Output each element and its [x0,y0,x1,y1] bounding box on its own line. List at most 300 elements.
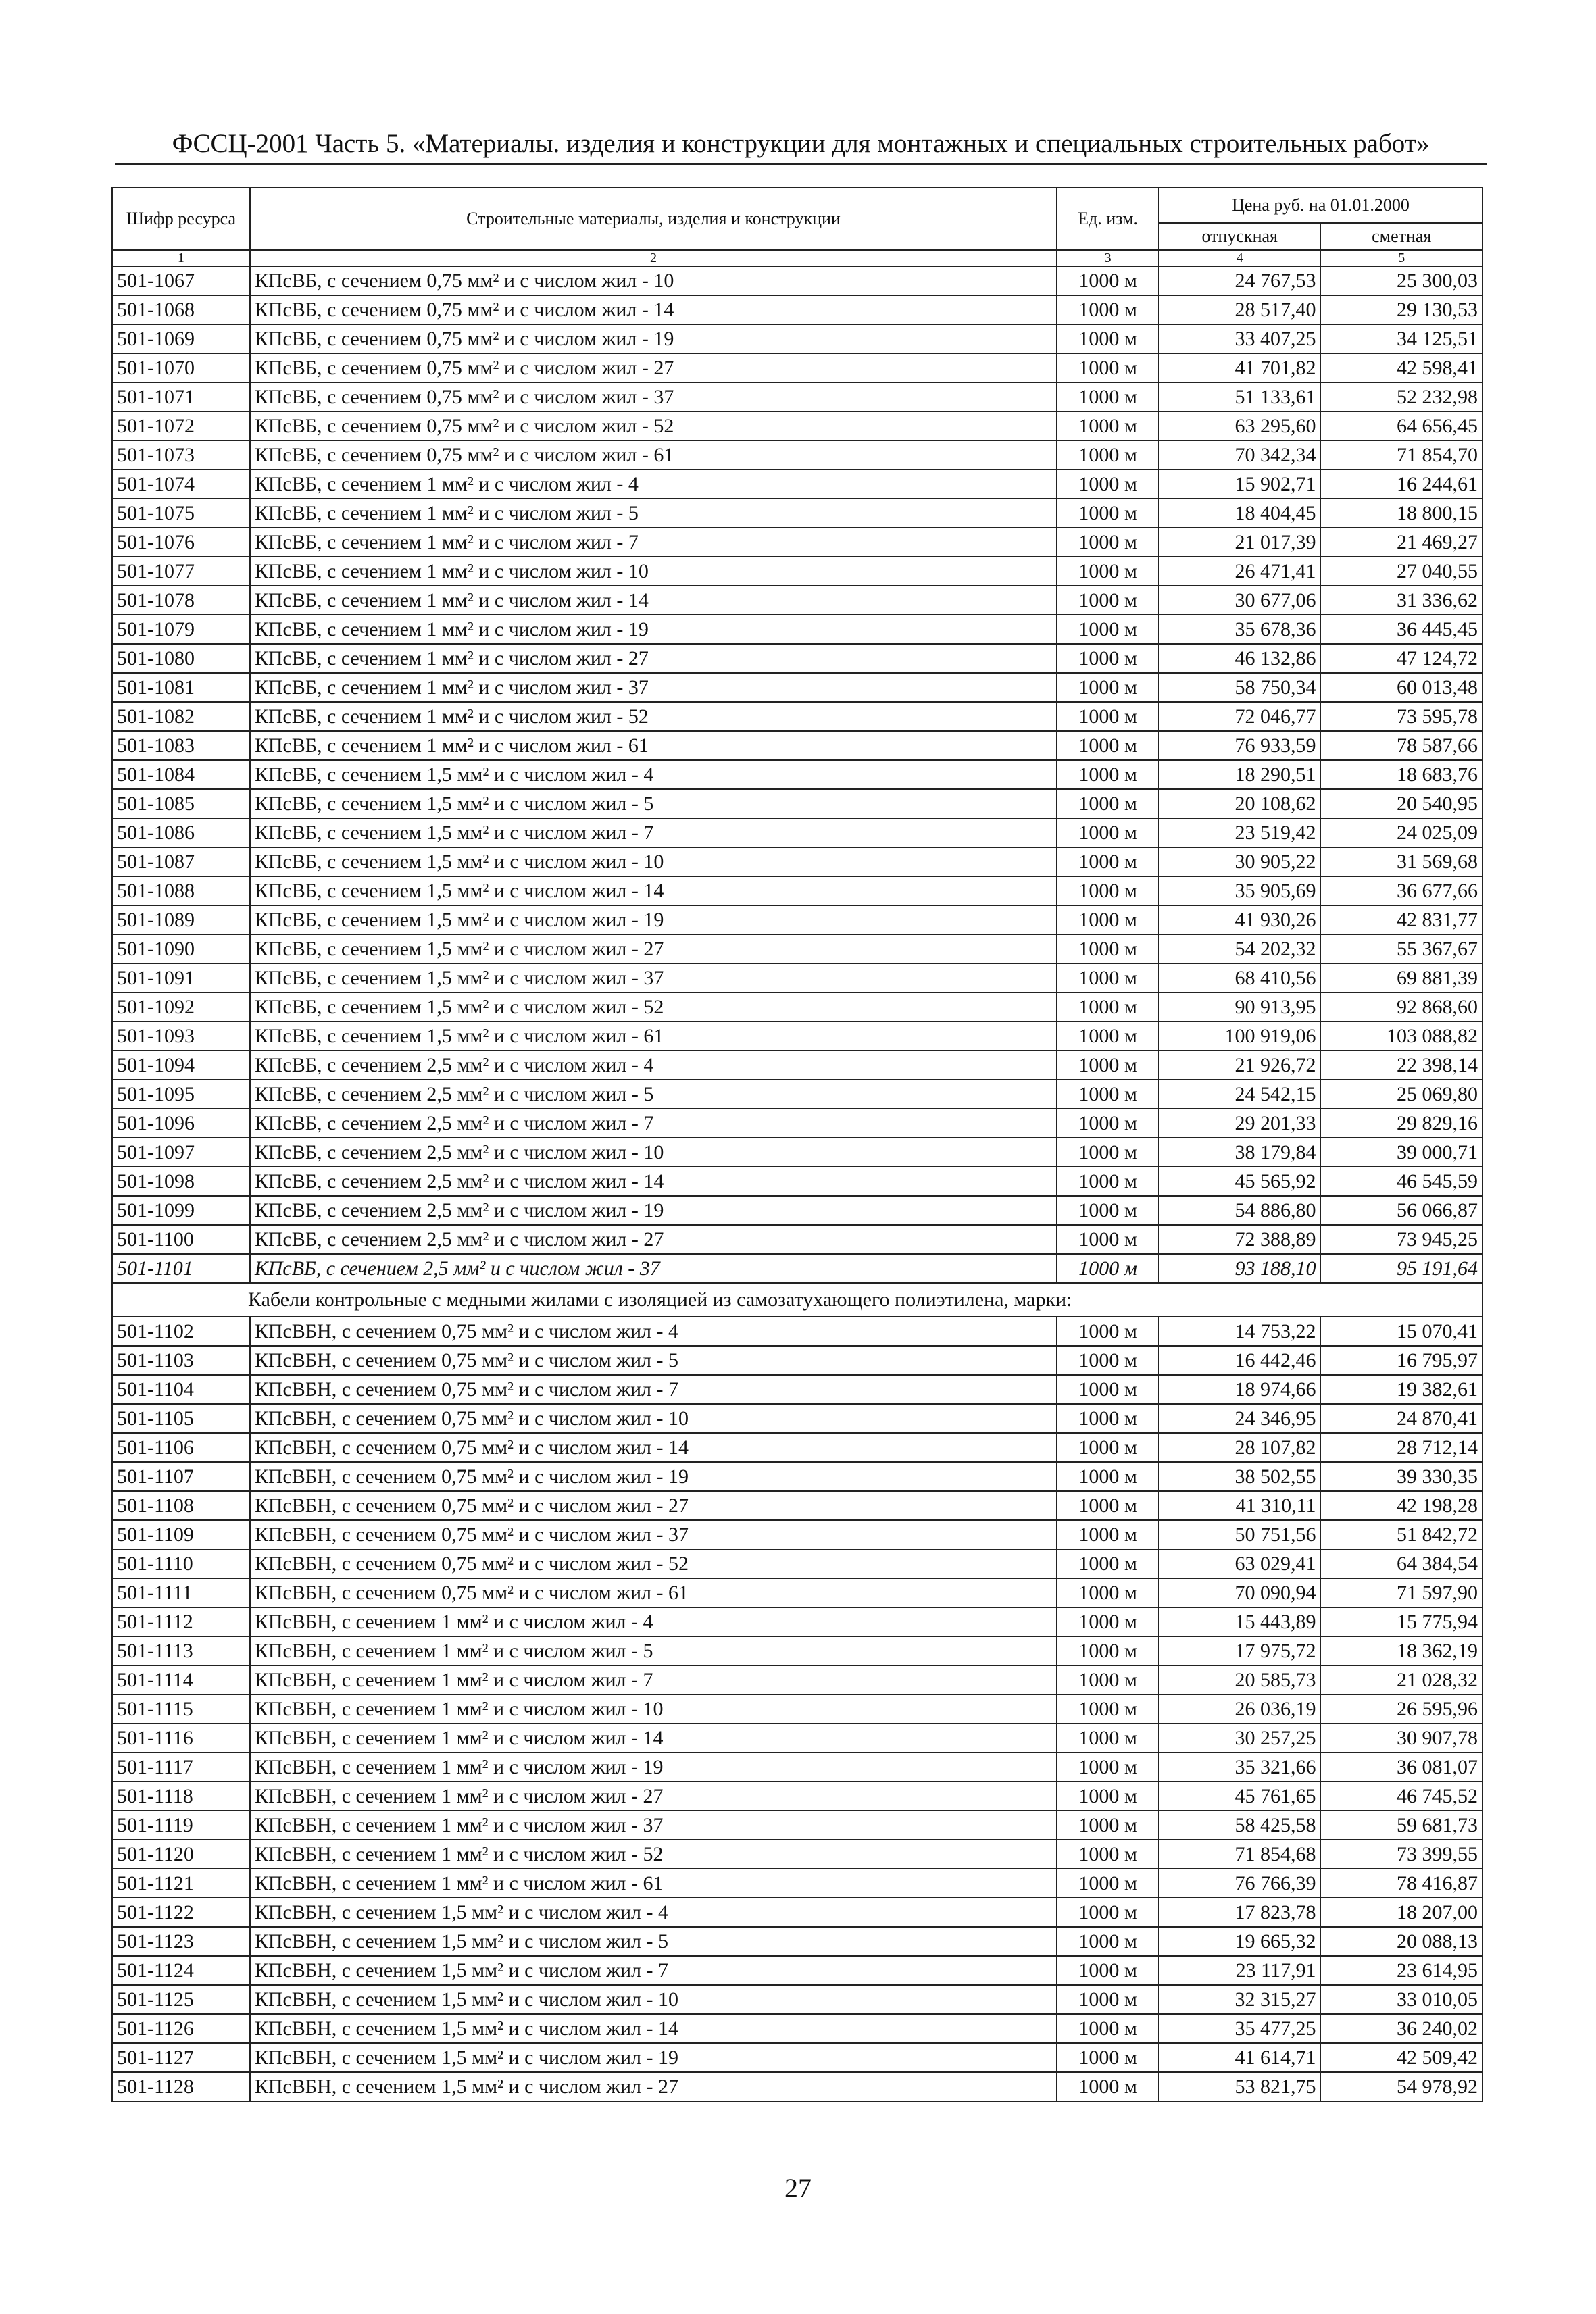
material-name-cell: КПсВБ, с сечением 1 мм² и с числом жил - 61 [250,731,1057,760]
table-row [112,1254,1482,1283]
estimate-price-cell: 20 088,13 [1320,1927,1482,1956]
table-row [112,1109,1482,1138]
release-price-cell: 28 107,82 [1159,1433,1320,1462]
table-row [112,1138,1482,1167]
material-name-cell: КПсВБ, с сечением 1 мм² и с числом жил - 7 [250,528,1057,557]
estimate-price-cell: 31 336,62 [1320,586,1482,615]
material-name-cell: КПсВБН, с сечением 1 мм² и с числом жил - 61 [250,1869,1057,1898]
column-number: 1 [112,250,250,266]
estimate-price-cell: 33 010,05 [1320,1985,1482,2014]
resource-code-cell: 501-1109 [112,1520,250,1549]
material-name-cell: КПсВБН, с сечением 0,75 мм² и с числом жил - 7 [250,1375,1057,1404]
estimate-price-cell: 54 978,92 [1320,2072,1482,2101]
estimate-price-cell: 21 028,32 [1320,1665,1482,1694]
table-row [112,1051,1482,1080]
table-row [112,1317,1482,1346]
unit-cell: 1000 м [1057,934,1159,963]
release-price-cell: 24 346,95 [1159,1404,1320,1433]
resource-code-cell: 501-1082 [112,702,250,731]
unit-cell: 1000 м [1057,1869,1159,1898]
release-price-cell: 72 046,77 [1159,702,1320,731]
unit-cell: 1000 м [1057,1549,1159,1578]
release-price-cell: 14 753,22 [1159,1317,1320,1346]
table-row [112,1898,1482,1927]
material-name-cell: КПсВБ, с сечением 2,5 мм² и с числом жил - 37 [250,1254,1057,1283]
resource-code-cell: 501-1080 [112,644,250,673]
material-name-cell: КПсВБ, с сечением 1,5 мм² и с числом жил - 52 [250,992,1057,1022]
table-body-kpsvbn [112,1317,1482,2101]
unit-cell: 1000 м [1057,1375,1159,1404]
release-price-cell: 29 201,33 [1159,1109,1320,1138]
table-row [112,1462,1482,1491]
table-row [112,1080,1482,1109]
estimate-price-cell: 103 088,82 [1320,1022,1482,1051]
unit-cell: 1000 м [1057,615,1159,644]
estimate-price-cell: 18 362,19 [1320,1636,1482,1665]
material-name-cell: КПсВБН, с сечением 1,5 мм² и с числом жил - 5 [250,1927,1057,1956]
table-row [112,1985,1482,2014]
release-price-cell: 23 117,91 [1159,1956,1320,1985]
material-name-cell: КПсВБ, с сечением 1,5 мм² и с числом жил - 37 [250,963,1057,992]
document-header: ФССЦ-2001 Часть 5. «Материалы. изделия и конструкции для монтажных и специальных строительных работ» [115,128,1487,165]
unit-cell: 1000 м [1057,1811,1159,1840]
unit-cell: 1000 м [1057,266,1159,295]
unit-cell: 1000 м [1057,353,1159,382]
table-row [112,499,1482,528]
estimate-price-cell: 26 595,96 [1320,1694,1482,1724]
resource-code-cell: 501-1118 [112,1782,250,1811]
estimate-price-cell: 31 569,68 [1320,847,1482,876]
unit-cell: 1000 м [1057,1578,1159,1607]
unit-cell: 1000 м [1057,1985,1159,2014]
release-price-cell: 100 919,06 [1159,1022,1320,1051]
estimate-price-cell: 42 598,41 [1320,353,1482,382]
resource-code-cell: 501-1072 [112,411,250,441]
material-name-cell: КПсВБН, с сечением 0,75 мм² и с числом жил - 52 [250,1549,1057,1578]
estimate-price-cell: 16 244,61 [1320,470,1482,499]
release-price-cell: 20 585,73 [1159,1665,1320,1694]
page-number: 27 [784,2173,812,2203]
resource-code-cell: 501-1098 [112,1167,250,1196]
estimate-price-cell: 22 398,14 [1320,1051,1482,1080]
unit-cell: 1000 м [1057,470,1159,499]
material-name-cell: КПсВБН, с сечением 0,75 мм² и с числом жил - 5 [250,1346,1057,1375]
estimate-price-cell: 15 775,94 [1320,1607,1482,1636]
release-price-cell: 46 132,86 [1159,644,1320,673]
column-number: 5 [1320,250,1482,266]
release-price-cell: 26 471,41 [1159,557,1320,586]
estimate-price-cell: 23 614,95 [1320,1956,1482,1985]
unit-cell: 1000 м [1057,295,1159,324]
material-name-cell: КПсВБ, с сечением 0,75 мм² и с числом жил - 27 [250,353,1057,382]
estimate-price-cell: 18 683,76 [1320,760,1482,789]
unit-cell: 1000 м [1057,1636,1159,1665]
resource-code-cell: 501-1083 [112,731,250,760]
estimate-price-cell: 24 870,41 [1320,1404,1482,1433]
release-price-cell: 41 310,11 [1159,1491,1320,1520]
table-body-kpsvb [112,266,1482,1283]
table-row [112,1607,1482,1636]
release-price-cell: 35 905,69 [1159,876,1320,905]
estimate-price-cell: 47 124,72 [1320,644,1482,673]
release-price-cell: 30 677,06 [1159,586,1320,615]
column-header-code: Шифр ресурса [112,188,250,250]
table-row [112,1636,1482,1665]
unit-cell: 1000 м [1057,644,1159,673]
material-name-cell: КПсВБ, с сечением 2,5 мм² и с числом жил - 7 [250,1109,1057,1138]
table-row [112,644,1482,673]
unit-cell: 1000 м [1057,2043,1159,2072]
estimate-price-cell: 71 854,70 [1320,441,1482,470]
resource-code-cell: 501-1076 [112,528,250,557]
release-price-cell: 21 017,39 [1159,528,1320,557]
table-row [112,324,1482,353]
unit-cell: 1000 м [1057,1694,1159,1724]
table-row [112,1167,1482,1196]
unit-cell: 1000 м [1057,586,1159,615]
material-name-cell: КПсВБ, с сечением 1 мм² и с числом жил - 5 [250,499,1057,528]
table-row [112,266,1482,295]
material-name-cell: КПсВБН, с сечением 1 мм² и с числом жил - 37 [250,1811,1057,1840]
column-number: 4 [1159,250,1320,266]
material-name-cell: КПсВБ, с сечением 0,75 мм² и с числом жил - 52 [250,411,1057,441]
release-price-cell: 26 036,19 [1159,1694,1320,1724]
material-name-cell: КПсВБН, с сечением 1 мм² и с числом жил - 14 [250,1724,1057,1753]
unit-cell: 1000 м [1057,411,1159,441]
unit-cell: 1000 м [1057,1346,1159,1375]
estimate-price-cell: 42 831,77 [1320,905,1482,934]
table-row [112,702,1482,731]
unit-cell: 1000 м [1057,1051,1159,1080]
release-price-cell: 76 766,39 [1159,1869,1320,1898]
unit-cell: 1000 м [1057,1022,1159,1051]
table-row [112,615,1482,644]
resource-code-cell: 501-1069 [112,324,250,353]
release-price-cell: 63 029,41 [1159,1549,1320,1578]
table-row [112,2014,1482,2043]
estimate-price-cell: 24 025,09 [1320,818,1482,847]
estimate-price-cell: 34 125,51 [1320,324,1482,353]
release-price-cell: 35 477,25 [1159,2014,1320,2043]
estimate-price-cell: 52 232,98 [1320,382,1482,411]
release-price-cell: 33 407,25 [1159,324,1320,353]
material-name-cell: КПсВБ, с сечением 0,75 мм² и с числом жил - 10 [250,266,1057,295]
material-name-cell: КПсВБ, с сечением 1 мм² и с числом жил - 19 [250,615,1057,644]
unit-cell: 1000 м [1057,1607,1159,1636]
estimate-price-cell: 18 800,15 [1320,499,1482,528]
release-price-cell: 45 565,92 [1159,1167,1320,1196]
unit-cell: 1000 м [1057,760,1159,789]
release-price-cell: 24 767,53 [1159,266,1320,295]
estimate-price-cell: 28 712,14 [1320,1433,1482,1462]
column-header-release-price: отпускная [1159,223,1320,250]
unit-cell: 1000 м [1057,1956,1159,1985]
resource-code-cell: 501-1078 [112,586,250,615]
resource-code-cell: 501-1095 [112,1080,250,1109]
material-name-cell: КПсВБН, с сечением 1 мм² и с числом жил - 10 [250,1694,1057,1724]
resource-code-cell: 501-1107 [112,1462,250,1491]
table-row [112,1956,1482,1985]
resource-code-cell: 501-1125 [112,1985,250,2014]
material-name-cell: КПсВБН, с сечением 0,75 мм² и с числом жил - 27 [250,1491,1057,1520]
table-row [112,382,1482,411]
unit-cell: 1000 м [1057,2014,1159,2043]
unit-cell: 1000 м [1057,702,1159,731]
material-name-cell: КПсВБ, с сечением 0,75 мм² и с числом жил - 37 [250,382,1057,411]
table-row [112,1811,1482,1840]
estimate-price-cell: 59 681,73 [1320,1811,1482,1840]
unit-cell: 1000 м [1057,382,1159,411]
resource-code-cell: 501-1097 [112,1138,250,1167]
estimate-price-cell: 29 130,53 [1320,295,1482,324]
table-row [112,789,1482,818]
material-name-cell: КПсВБ, с сечением 0,75 мм² и с числом жил - 14 [250,295,1057,324]
unit-cell: 1000 м [1057,528,1159,557]
estimate-price-cell: 46 745,52 [1320,1782,1482,1811]
unit-cell: 1000 м [1057,1491,1159,1520]
estimate-price-cell: 15 070,41 [1320,1317,1482,1346]
resource-code-cell: 501-1074 [112,470,250,499]
table-row [112,1022,1482,1051]
column-numbers-row [112,250,1482,266]
table-row [112,1578,1482,1607]
release-price-cell: 54 886,80 [1159,1196,1320,1225]
estimate-price-cell: 95 191,64 [1320,1254,1482,1283]
estimate-price-cell: 42 509,42 [1320,2043,1482,2072]
material-name-cell: КПсВБ, с сечением 1,5 мм² и с числом жил - 4 [250,760,1057,789]
estimate-price-cell: 92 868,60 [1320,992,1482,1022]
resource-code-cell: 501-1100 [112,1225,250,1254]
table-row [112,992,1482,1022]
resource-code-cell: 501-1090 [112,934,250,963]
release-price-cell: 72 388,89 [1159,1225,1320,1254]
estimate-price-cell: 18 207,00 [1320,1898,1482,1927]
table-row [112,1520,1482,1549]
table-row [112,760,1482,789]
material-name-cell: КПсВБ, с сечением 1,5 мм² и с числом жил - 61 [250,1022,1057,1051]
table-row [112,876,1482,905]
material-name-cell: КПсВБ, с сечением 1 мм² и с числом жил - 37 [250,673,1057,702]
release-price-cell: 41 614,71 [1159,2043,1320,2072]
release-price-cell: 32 315,27 [1159,1985,1320,2014]
resource-code-cell: 501-1087 [112,847,250,876]
unit-cell: 1000 м [1057,1196,1159,1225]
material-name-cell: КПсВБН, с сечением 1 мм² и с числом жил - 52 [250,1840,1057,1869]
unit-cell: 1000 м [1057,1520,1159,1549]
estimate-price-cell: 16 795,97 [1320,1346,1482,1375]
estimate-price-cell: 21 469,27 [1320,528,1482,557]
resource-code-cell: 501-1084 [112,760,250,789]
resource-code-cell: 501-1114 [112,1665,250,1694]
material-name-cell: КПсВБН, с сечением 1,5 мм² и с числом жил - 4 [250,1898,1057,1927]
release-price-cell: 51 133,61 [1159,382,1320,411]
table-row [112,1375,1482,1404]
estimate-price-cell: 19 382,61 [1320,1375,1482,1404]
unit-cell: 1000 м [1057,1109,1159,1138]
material-name-cell: КПсВБН, с сечением 0,75 мм² и с числом жил - 37 [250,1520,1057,1549]
unit-cell: 1000 м [1057,673,1159,702]
release-price-cell: 63 295,60 [1159,411,1320,441]
release-price-cell: 90 913,95 [1159,992,1320,1022]
unit-cell: 1000 м [1057,499,1159,528]
unit-cell: 1000 м [1057,1433,1159,1462]
table-row [112,673,1482,702]
resource-code-cell: 501-1127 [112,2043,250,2072]
material-name-cell: КПсВБ, с сечением 1,5 мм² и с числом жил - 10 [250,847,1057,876]
release-price-cell: 41 930,26 [1159,905,1320,934]
resource-code-cell: 501-1116 [112,1724,250,1753]
resource-code-cell: 501-1117 [112,1753,250,1782]
resource-code-cell: 501-1103 [112,1346,250,1375]
resource-code-cell: 501-1124 [112,1956,250,1985]
estimate-price-cell: 73 399,55 [1320,1840,1482,1869]
estimate-price-cell: 78 416,87 [1320,1869,1482,1898]
unit-cell: 1000 м [1057,557,1159,586]
resource-code-cell: 501-1071 [112,382,250,411]
estimate-price-cell: 39 330,35 [1320,1462,1482,1491]
price-table [111,187,1483,2102]
material-name-cell: КПсВБ, с сечением 1 мм² и с числом жил - 52 [250,702,1057,731]
estimate-price-cell: 29 829,16 [1320,1109,1482,1138]
unit-cell: 1000 м [1057,905,1159,934]
resource-code-cell: 501-1089 [112,905,250,934]
estimate-price-cell: 55 367,67 [1320,934,1482,963]
table-row [112,411,1482,441]
material-name-cell: КПсВБ, с сечением 1,5 мм² и с числом жил - 19 [250,905,1057,934]
estimate-price-cell: 51 842,72 [1320,1520,1482,1549]
resource-code-cell: 501-1121 [112,1869,250,1898]
material-name-cell: КПсВБ, с сечением 1 мм² и с числом жил - 27 [250,644,1057,673]
unit-cell: 1000 м [1057,2072,1159,2101]
resource-code-cell: 501-1123 [112,1927,250,1956]
release-price-cell: 18 290,51 [1159,760,1320,789]
table-row [112,1840,1482,1869]
release-price-cell: 58 425,58 [1159,1811,1320,1840]
unit-cell: 1000 м [1057,1665,1159,1694]
material-name-cell: КПсВБ, с сечением 2,5 мм² и с числом жил - 19 [250,1196,1057,1225]
release-price-cell: 93 188,10 [1159,1254,1320,1283]
resource-code-cell: 501-1075 [112,499,250,528]
resource-code-cell: 501-1068 [112,295,250,324]
release-price-cell: 35 678,36 [1159,615,1320,644]
column-header-estimate-price: сметная [1320,223,1482,250]
table-row [112,586,1482,615]
material-name-cell: КПсВБ, с сечением 1,5 мм² и с числом жил - 14 [250,876,1057,905]
unit-cell: 1000 м [1057,1462,1159,1491]
table-row [112,1225,1482,1254]
resource-code-cell: 501-1106 [112,1433,250,1462]
estimate-price-cell: 69 881,39 [1320,963,1482,992]
resource-code-cell: 501-1092 [112,992,250,1022]
material-name-cell: КПсВБН, с сечением 1 мм² и с числом жил - 4 [250,1607,1057,1636]
release-price-cell: 53 821,75 [1159,2072,1320,2101]
resource-code-cell: 501-1070 [112,353,250,382]
release-price-cell: 18 404,45 [1159,499,1320,528]
material-name-cell: КПсВБН, с сечением 1,5 мм² и с числом жил - 10 [250,1985,1057,2014]
release-price-cell: 20 108,62 [1159,789,1320,818]
resource-code-cell: 501-1102 [112,1317,250,1346]
resource-code-cell: 501-1093 [112,1022,250,1051]
estimate-price-cell: 25 300,03 [1320,266,1482,295]
release-price-cell: 58 750,34 [1159,673,1320,702]
resource-code-cell: 501-1073 [112,441,250,470]
table-row [112,1927,1482,1956]
release-price-cell: 50 751,56 [1159,1520,1320,1549]
release-price-cell: 30 257,25 [1159,1724,1320,1753]
table-row [112,847,1482,876]
material-name-cell: КПсВБН, с сечением 1 мм² и с числом жил - 27 [250,1782,1057,1811]
material-name-cell: КПсВБН, с сечением 0,75 мм² и с числом жил - 10 [250,1404,1057,1433]
resource-code-cell: 501-1111 [112,1578,250,1607]
unit-cell: 1000 м [1057,1898,1159,1927]
resource-code-cell: 501-1128 [112,2072,250,2101]
resource-code-cell: 501-1088 [112,876,250,905]
material-name-cell: КПсВБН, с сечением 1 мм² и с числом жил - 19 [250,1753,1057,1782]
release-price-cell: 23 519,42 [1159,818,1320,847]
material-name-cell: КПсВБ, с сечением 1 мм² и с числом жил - 14 [250,586,1057,615]
material-name-cell: КПсВБН, с сечением 1,5 мм² и с числом жил - 19 [250,2043,1057,2072]
table-row [112,295,1482,324]
release-price-cell: 16 442,46 [1159,1346,1320,1375]
material-name-cell: КПсВБ, с сечением 2,5 мм² и с числом жил - 4 [250,1051,1057,1080]
column-header-unit: Ед. изм. [1057,188,1159,250]
resource-code-cell: 501-1108 [112,1491,250,1520]
unit-cell: 1000 м [1057,789,1159,818]
table-row [112,1346,1482,1375]
material-name-cell: КПсВБН, с сечением 0,75 мм² и с числом жил - 4 [250,1317,1057,1346]
resource-code-cell: 501-1079 [112,615,250,644]
material-name-cell: КПсВБ, с сечением 1,5 мм² и с числом жил - 27 [250,934,1057,963]
estimate-price-cell: 60 013,48 [1320,673,1482,702]
release-price-cell: 38 502,55 [1159,1462,1320,1491]
material-name-cell: КПсВБН, с сечением 1,5 мм² и с числом жил - 7 [250,1956,1057,1985]
estimate-price-cell: 30 907,78 [1320,1724,1482,1753]
resource-code-cell: 501-1091 [112,963,250,992]
release-price-cell: 70 090,94 [1159,1578,1320,1607]
unit-cell: 1000 м [1057,847,1159,876]
resource-code-cell: 501-1104 [112,1375,250,1404]
estimate-price-cell: 73 595,78 [1320,702,1482,731]
estimate-price-cell: 71 597,90 [1320,1578,1482,1607]
table-row [112,934,1482,963]
resource-code-cell: 501-1119 [112,1811,250,1840]
release-price-cell: 15 902,71 [1159,470,1320,499]
material-name-cell: КПсВБН, с сечением 1 мм² и с числом жил - 5 [250,1636,1057,1665]
release-price-cell: 54 202,32 [1159,934,1320,963]
column-number: 3 [1057,250,1159,266]
material-name-cell: КПсВБН, с сечением 1,5 мм² и с числом жил - 27 [250,2072,1057,2101]
resource-code-cell: 501-1086 [112,818,250,847]
resource-code-cell: 501-1085 [112,789,250,818]
release-price-cell: 19 665,32 [1159,1927,1320,1956]
material-name-cell: КПсВБ, с сечением 2,5 мм² и с числом жил - 10 [250,1138,1057,1167]
material-name-cell: КПсВБН, с сечением 1,5 мм² и с числом жил - 14 [250,2014,1057,2043]
material-name-cell: КПсВБ, с сечением 1 мм² и с числом жил - 4 [250,470,1057,499]
release-price-cell: 70 342,34 [1159,441,1320,470]
unit-cell: 1000 м [1057,1782,1159,1811]
table-row [112,1549,1482,1578]
resource-code-cell: 501-1126 [112,2014,250,2043]
unit-cell: 1000 м [1057,1927,1159,1956]
estimate-price-cell: 27 040,55 [1320,557,1482,586]
table-row [112,1433,1482,1462]
table-row [112,818,1482,847]
column-header-name: Строительные материалы, изделия и конструкции [250,188,1057,250]
material-name-cell: КПсВБН, с сечением 0,75 мм² и с числом жил - 61 [250,1578,1057,1607]
release-price-cell: 17 823,78 [1159,1898,1320,1927]
table-row [112,557,1482,586]
unit-cell: 1000 м [1057,1724,1159,1753]
